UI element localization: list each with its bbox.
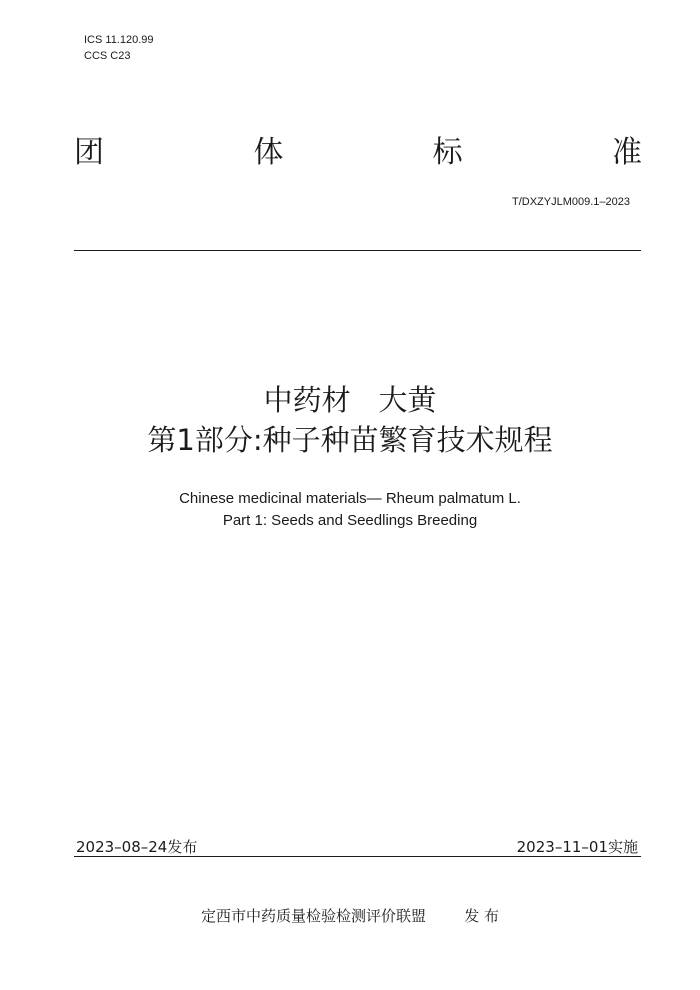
publisher-line (0, 905, 700, 926)
standard-type-heading (74, 134, 642, 172)
title-en-line2: Part 1: Seeds and Seedlings Breeding (222, 512, 478, 529)
title-zh-block (0, 380, 700, 460)
top-divider (74, 250, 641, 251)
classification-codes (84, 32, 154, 64)
publisher-name: 定西市中药质量检验检测评价联盟 (201, 907, 427, 925)
publisher-action: 发 布 (464, 907, 499, 925)
title-zh-line1: 中药材 大黄 (263, 383, 437, 417)
standard-type-char: 体 (253, 135, 284, 170)
issue-date: 2023–08–24发布 (76, 838, 198, 856)
standard-type-char: 团 (74, 135, 104, 170)
title-zh-line2: 第1部分:种子种苗繁育技术规程 (147, 423, 553, 457)
standard-number: T/DXZYJLM009.1–2023 (511, 196, 630, 208)
implementation-date: 2023–11–01实施 (516, 838, 638, 856)
title-en-line1: Chinese medicinal materials— Rheum palmatum L. (179, 490, 521, 507)
ics-code: ICS 11.120.99 (84, 34, 154, 46)
bottom-divider (74, 856, 641, 857)
title-en-block (0, 488, 700, 532)
standard-type-char: 标 (432, 135, 463, 170)
ccs-code: CCS C23 (84, 50, 131, 62)
standard-type-char: 准 (611, 135, 642, 170)
